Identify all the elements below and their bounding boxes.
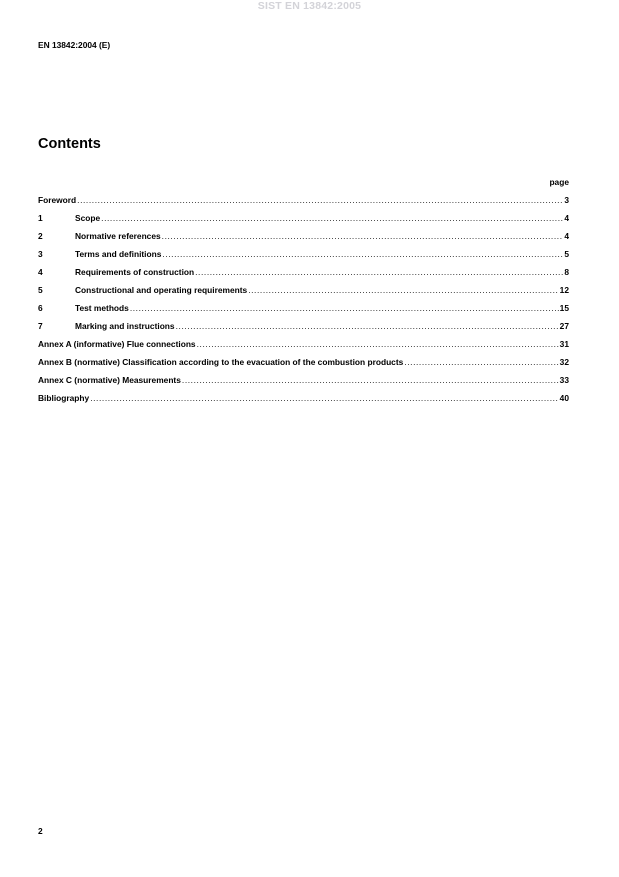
toc-entry-number: 2	[38, 231, 43, 241]
toc-entry-normative-references[interactable]	[38, 231, 569, 249]
toc-entry-page: 15	[559, 303, 569, 313]
toc-entry-page: 8	[564, 267, 569, 277]
dot-leader	[404, 357, 558, 367]
toc-entry-title: Bibliography	[38, 393, 90, 403]
dot-leader	[77, 195, 563, 205]
toc-entry-annex-b[interactable]	[38, 357, 569, 375]
dot-leader	[176, 321, 559, 331]
dot-leader	[162, 249, 563, 259]
toc-entry-title: Annex C (normative) Measurements	[38, 375, 181, 385]
toc-entry-number: 7	[38, 321, 43, 331]
dot-leader	[248, 285, 558, 295]
dot-leader	[101, 213, 563, 223]
toc-entry-requirements-of-construction[interactable]	[38, 267, 569, 285]
toc-entry-page: 4	[564, 213, 569, 223]
toc-entry-title: Constructional and operating requirements	[75, 285, 248, 295]
document-reference: EN 13842:2004 (E)	[38, 40, 111, 50]
dot-leader	[197, 339, 559, 349]
dot-leader	[182, 375, 559, 385]
toc-entry-page: 3	[564, 195, 569, 205]
dot-leader	[162, 231, 564, 241]
toc-entry-number: 4	[38, 267, 43, 277]
toc-entry-scope[interactable]	[38, 213, 569, 231]
toc-entry-foreword[interactable]	[38, 195, 569, 213]
toc-entry-number: 1	[38, 213, 43, 223]
toc-entry-page: 4	[564, 231, 569, 241]
dot-leader	[195, 267, 563, 277]
toc-entry-title: Marking and instructions	[75, 321, 175, 331]
toc-entry-page: 40	[559, 393, 569, 403]
toc-entry-page: 12	[559, 285, 569, 295]
toc-entry-title: Annex A (informative) Flue connections	[38, 339, 196, 349]
toc-entry-title: Normative references	[75, 231, 161, 241]
table-of-contents	[38, 195, 569, 411]
toc-entry-terms-and-definitions[interactable]	[38, 249, 569, 267]
dot-leader	[90, 393, 558, 403]
toc-entry-title: Scope	[75, 213, 101, 223]
toc-entry-number: 5	[38, 285, 43, 295]
watermark: SIST EN 13842:2005	[257, 0, 362, 12]
toc-entry-page: 32	[559, 357, 569, 367]
page-column-label: page	[549, 177, 569, 187]
toc-entry-test-methods[interactable]	[38, 303, 569, 321]
dot-leader	[130, 303, 559, 313]
toc-entry-number: 3	[38, 249, 43, 259]
toc-entry-number: 6	[38, 303, 43, 313]
toc-entry-page: 5	[564, 249, 569, 259]
toc-entry-page: 31	[559, 339, 569, 349]
toc-entry-constructional-and-operating-requirements[interactable]	[38, 285, 569, 303]
toc-entry-title: Terms and definitions	[75, 249, 162, 259]
toc-entry-title: Annex B (normative) Classification according to the evacuation of the combustion products	[38, 357, 404, 367]
toc-entry-bibliography[interactable]	[38, 393, 569, 411]
contents-title: Contents	[38, 136, 101, 152]
toc-entry-marking-and-instructions[interactable]	[38, 321, 569, 339]
toc-entry-page: 27	[559, 321, 569, 331]
toc-entry-annex-c[interactable]	[38, 375, 569, 393]
toc-entry-title: Foreword	[38, 195, 77, 205]
toc-entry-annex-a[interactable]	[38, 339, 569, 357]
toc-entry-page: 33	[559, 375, 569, 385]
toc-entry-title: Test methods	[75, 303, 129, 313]
toc-entry-title: Requirements of construction	[75, 267, 195, 277]
page-number: 2	[38, 826, 43, 836]
